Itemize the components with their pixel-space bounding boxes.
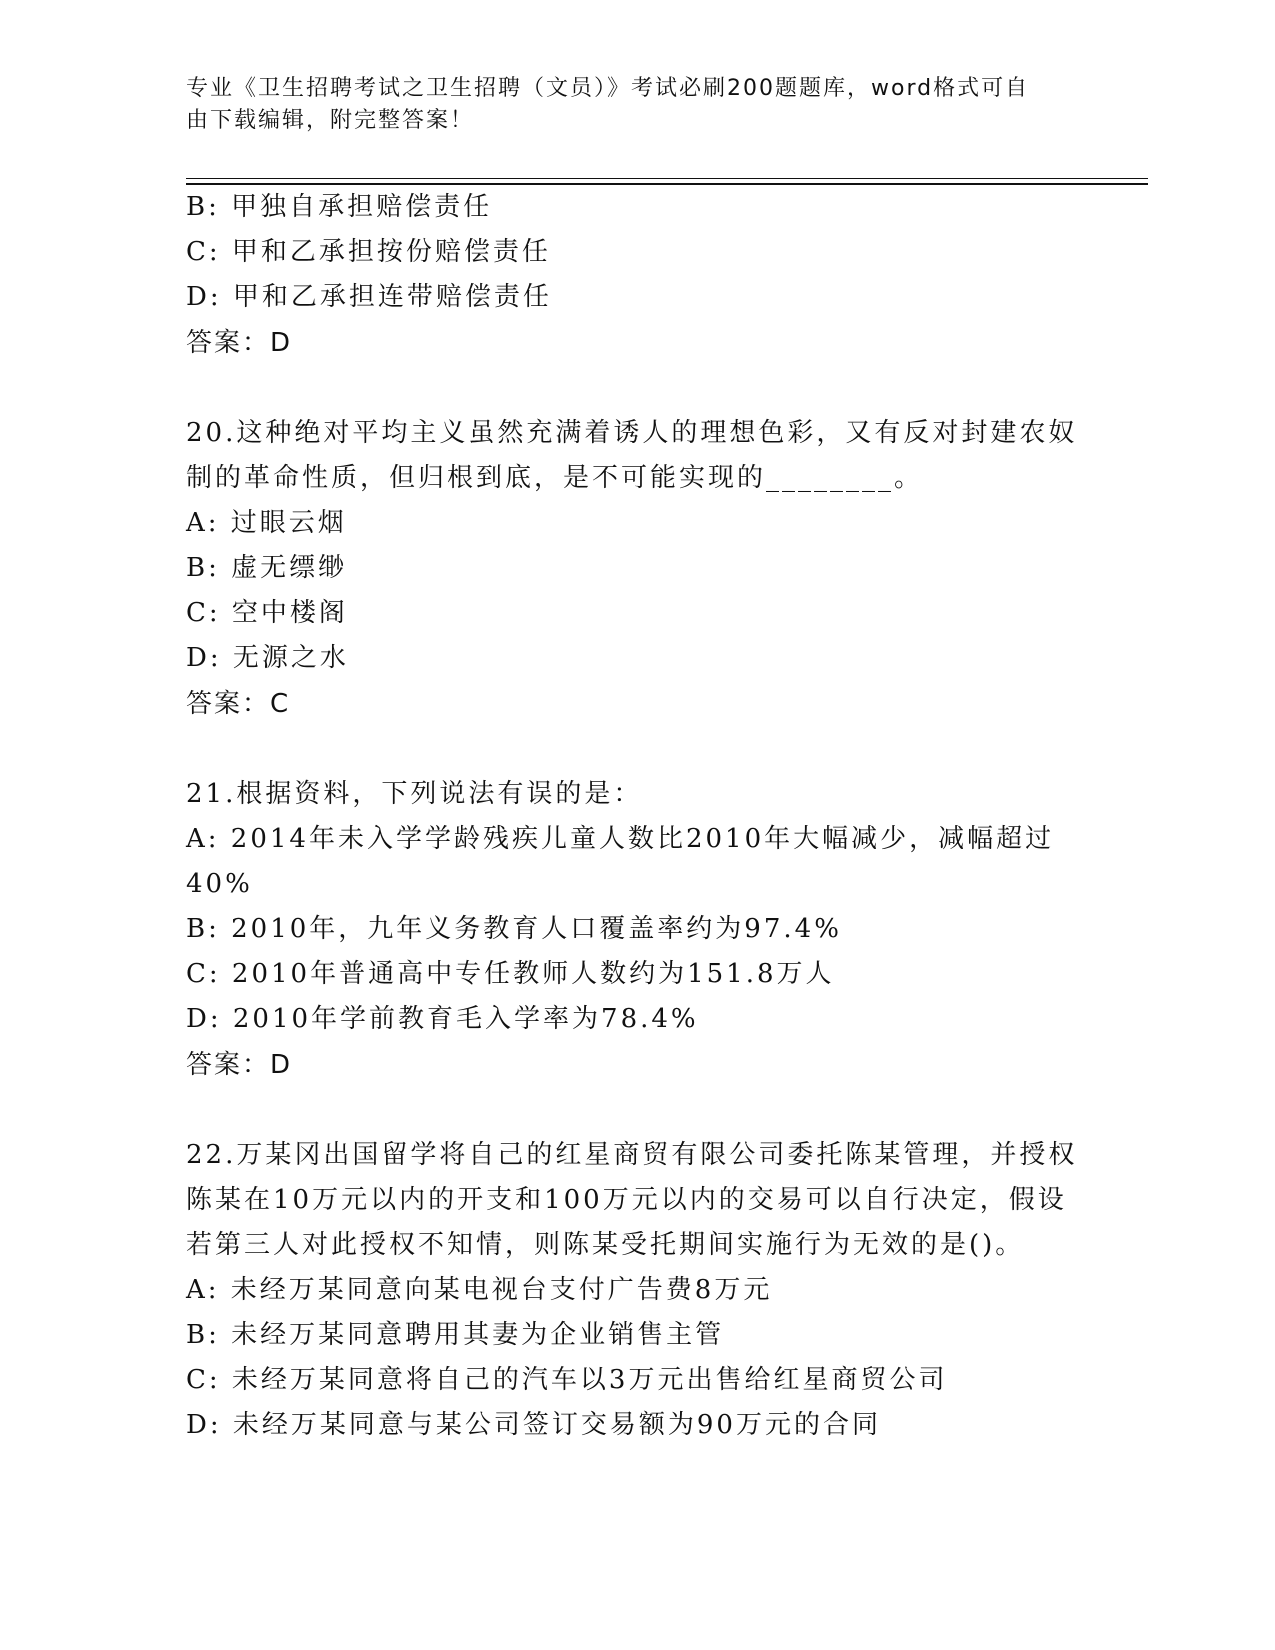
- q22-option-b: B: 未经万某同意聘用其妻为企业销售主管: [186, 1320, 725, 1350]
- header-line-2: 由下载编辑，附完整答案！: [186, 108, 475, 133]
- q22-option-c: C: 未经万某同意将自己的汽车以3万元出售给红星商贸公司: [186, 1365, 948, 1395]
- q20-stem-line-2: 制的革命性质，但归根到底，是不可能实现的________。: [186, 463, 924, 493]
- q19-answer: 答案：D: [186, 328, 293, 358]
- q21-option-c: C: 2010年普通高中专任教师人数约为151.8万人: [186, 959, 835, 989]
- q22-option-a: A: 未经万某同意向某电视台支付广告费8万元: [186, 1275, 773, 1305]
- q22-stem-line-3: 若第三人对此授权不知情，则陈某受托期间实施行为无效的是()。: [186, 1230, 1025, 1260]
- header-line-1: 专业《卫生招聘考试之卫生招聘（文员）》考试必刷200题题库，word格式可自: [186, 76, 1030, 101]
- q21-option-a-line-2: 40%: [186, 869, 253, 899]
- q21-stem: 21.根据资料，下列说法有误的是：: [186, 779, 643, 809]
- q22-option-d: D: 未经万某同意与某公司签订交易额为90万元的合同: [186, 1410, 881, 1440]
- q20-option-d: D: 无源之水: [186, 643, 349, 673]
- q22-stem-line-2: 陈某在10万元以内的开支和100万元以内的交易可以自行决定，假设: [186, 1185, 1067, 1215]
- q19-option-c: C: 甲和乙承担按份赔偿责任: [186, 237, 551, 267]
- q21-option-d: D: 2010年学前教育毛入学率为78.4%: [186, 1004, 699, 1034]
- q19-option-d: D: 甲和乙承担连带赔偿责任: [186, 282, 552, 312]
- q22-stem-line-1: 22.万某冈出国留学将自己的红星商贸有限公司委托陈某管理，并授权: [186, 1140, 1078, 1170]
- header-rule-thick: [186, 183, 1148, 185]
- q19-option-b: B: 甲独自承担赔偿责任: [186, 192, 493, 222]
- q21-answer: 答案：D: [186, 1050, 293, 1080]
- q20-stem-line-1: 20.这种绝对平均主义虽然充满着诱人的理想色彩，又有反对封建农奴: [186, 418, 1078, 448]
- q21-option-b: B: 2010年，九年义务教育人口覆盖率约为97.4%: [186, 914, 842, 944]
- q20-answer: 答案：C: [186, 689, 291, 719]
- q20-option-a: A: 过眼云烟: [186, 508, 347, 538]
- header-rule-thin: [186, 178, 1148, 179]
- q20-option-b: B: 虚无缥缈: [186, 553, 348, 583]
- q20-option-c: C: 空中楼阁: [186, 598, 348, 628]
- q21-option-a-line-1: A: 2014年未入学学龄残疾儿童人数比2010年大幅减少，减幅超过: [186, 824, 1055, 854]
